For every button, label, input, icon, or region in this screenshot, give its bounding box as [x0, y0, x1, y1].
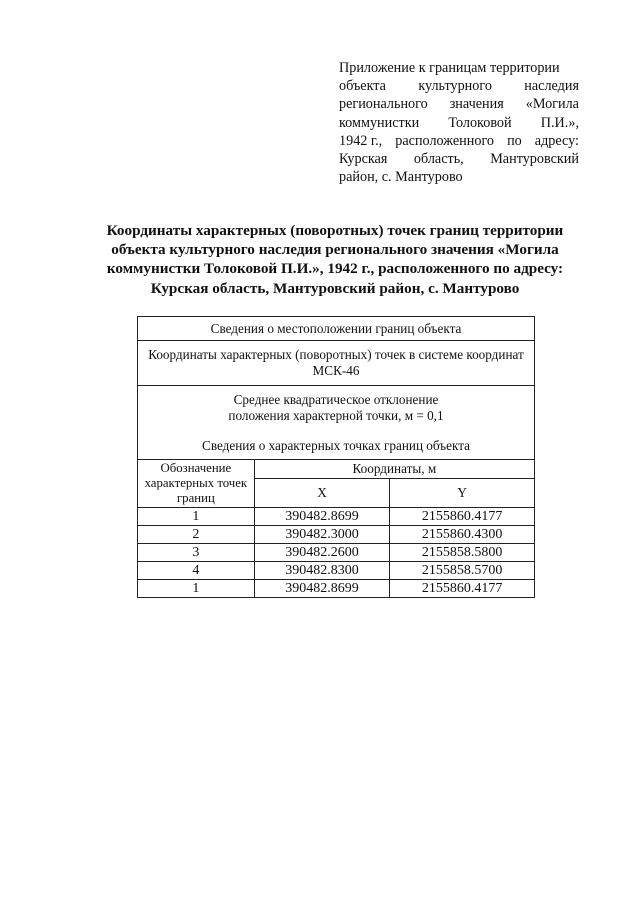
- y-cell: 2155860.4177: [390, 508, 535, 526]
- appendix-line: [339, 114, 579, 132]
- point-id-cell: 1: [138, 508, 255, 526]
- table-info-row: [138, 341, 535, 386]
- coordinate-system-cell: [138, 341, 535, 386]
- point-id-cell: 4: [138, 562, 255, 580]
- title-line: коммунистки Толоковой П.И.», 1942 г., расположенного по адресу:: [106, 260, 564, 278]
- designation-header: [138, 460, 255, 508]
- x-header: X: [254, 479, 390, 508]
- appendix-line: [339, 168, 579, 186]
- appendix-word: Толоковой: [448, 114, 512, 131]
- y-cell: 2155860.4300: [390, 526, 535, 544]
- table-row: [138, 544, 535, 562]
- appendix-word: П.И.»,: [540, 114, 579, 131]
- table-row: [138, 562, 535, 580]
- appendix-word: культурного: [418, 78, 492, 95]
- deviation-line: Среднее квадратическое отклонение: [233, 391, 439, 407]
- table-row: [138, 508, 535, 526]
- appendix-word: Мантуровский: [490, 151, 579, 168]
- point-id-cell: 3: [138, 544, 255, 562]
- title-line: Координаты характерных (поворотных) точек границ территории: [106, 222, 564, 239]
- points-info-line: Сведения о характерных точках границ объекта: [202, 437, 470, 453]
- coordinate-system-line: Координаты характерных (поворотных) точек в системе координат: [148, 347, 524, 362]
- appendix-word: адресу:: [534, 132, 579, 149]
- x-cell: 390482.3000: [254, 526, 390, 544]
- appendix-note: [339, 59, 579, 186]
- coordinates-table: [137, 316, 535, 598]
- appendix-line: [339, 59, 579, 77]
- point-id-cell: 1: [138, 580, 255, 598]
- location-info-cell: Сведения о местоположении границ объекта: [138, 317, 535, 341]
- appendix-line: [339, 150, 579, 168]
- coordinates-header: Координаты, м: [254, 460, 534, 479]
- appendix-word: по: [507, 132, 522, 149]
- appendix-line: [339, 77, 579, 95]
- table-info-row: [138, 386, 535, 460]
- appendix-word: расположенного: [395, 132, 495, 149]
- y-cell: 2155860.4177: [390, 580, 535, 598]
- y-header: Y: [390, 479, 535, 508]
- table-row: [138, 526, 535, 544]
- appendix-line: [339, 95, 579, 113]
- appendix-word: значения: [449, 96, 504, 113]
- appendix-word: район, с. Мантурово: [339, 169, 463, 186]
- spacer: [138, 424, 534, 438]
- table-header-row: [138, 460, 535, 479]
- deviation-info-cell: [138, 386, 535, 460]
- designation-header-line: границ: [176, 491, 215, 505]
- appendix-word: коммунистки: [339, 114, 420, 131]
- appendix-line: [339, 132, 579, 150]
- document-title: [95, 221, 575, 298]
- appendix-word: «Могила: [525, 96, 579, 113]
- title-line: Курская область, Мантуровский район, с. Мантурово: [150, 279, 520, 297]
- x-cell: 390482.8300: [254, 562, 390, 580]
- appendix-word: область,: [413, 151, 464, 168]
- table-info-row: [138, 317, 535, 341]
- point-id-cell: 2: [138, 526, 255, 544]
- appendix-word: 1942 г.,: [339, 132, 383, 149]
- appendix-word: Приложение к границам территории: [339, 60, 560, 76]
- coordinate-system-name: МСК-46: [312, 363, 360, 378]
- title-line: объекта культурного наследия регионального значения «Могила: [111, 241, 559, 259]
- y-cell: 2155858.5700: [390, 562, 535, 580]
- appendix-word: Курская: [339, 151, 388, 168]
- designation-header-line: характерных точек: [144, 476, 248, 490]
- appendix-word: наследия: [524, 78, 579, 95]
- x-cell: 390482.8699: [254, 580, 390, 598]
- x-cell: 390482.2600: [254, 544, 390, 562]
- x-cell: 390482.8699: [254, 508, 390, 526]
- designation-header-line: Обозначение: [160, 461, 232, 475]
- appendix-word: объекта: [339, 78, 386, 95]
- appendix-word: регионального: [339, 96, 428, 113]
- y-cell: 2155858.5800: [390, 544, 535, 562]
- deviation-value-line: положения характерной точки, м = 0,1: [228, 407, 444, 423]
- table-row: [138, 580, 535, 598]
